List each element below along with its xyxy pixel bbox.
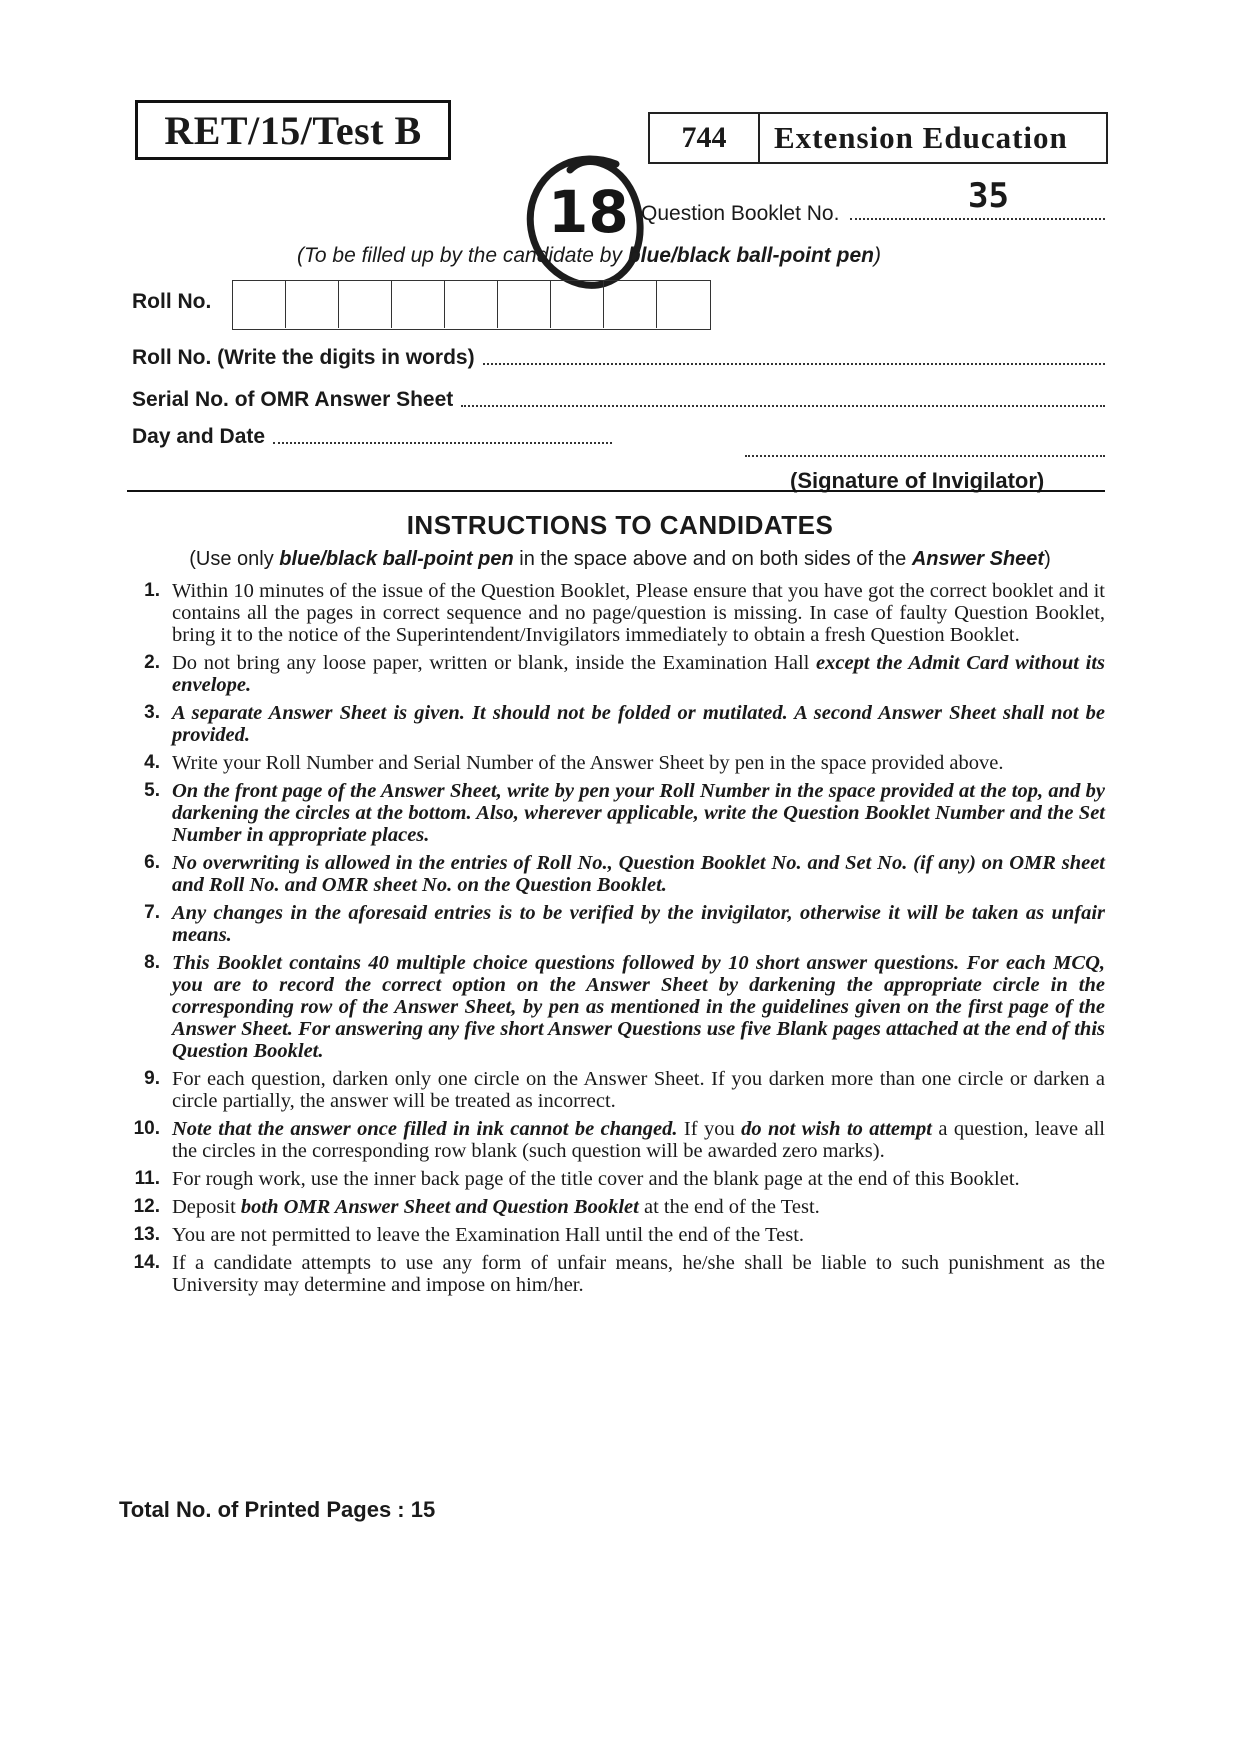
instruction-number: 14. <box>133 1252 160 1273</box>
instruction-number: 3. <box>144 702 160 723</box>
fill-note-pen: blue/black ball-point pen <box>627 244 874 267</box>
instruction-item <box>120 1224 1105 1246</box>
instruction-emphasis: do not wish to attempt <box>741 1118 932 1140</box>
roll-digit-box[interactable] <box>498 281 551 328</box>
instruction-number: 11. <box>134 1168 160 1189</box>
instruction-part: Write your Roll Number and Serial Number of the Answer Sheet by pen in the space provided above. <box>172 752 1004 774</box>
total-printed-pages: Total No. of Printed Pages : 15 <box>119 1497 436 1522</box>
instruction-item <box>120 852 1105 896</box>
roll-digit-box[interactable] <box>286 281 339 328</box>
instruction-emphasis: both OMR Answer Sheet and Question Booklet <box>240 1196 639 1218</box>
instruction-number: 1. <box>144 580 160 601</box>
instruction-text <box>172 1168 1105 1190</box>
instruction-item <box>120 780 1105 846</box>
day-date-line[interactable] <box>273 442 612 444</box>
instruction-item <box>120 702 1105 746</box>
instruction-part: Deposit <box>172 1196 241 1218</box>
instruction-number: 13. <box>133 1224 160 1245</box>
roll-digit-box[interactable] <box>657 281 710 328</box>
instruction-number: 10. <box>133 1118 160 1139</box>
fill-note-close: ) <box>873 244 881 267</box>
instruction-emphasis: Note that the answer once filled in ink cannot be changed. <box>172 1118 678 1140</box>
instruction-emphasis: except the Admit Card without its envelope. <box>172 652 1105 696</box>
instruction-part: If a candidate attempts to use any form of unfair means, he/she shall be liable to such punishment as the University may determine and impose on him/her. <box>172 1252 1105 1296</box>
instruction-item <box>120 902 1105 946</box>
fill-note-text: (To be filled up by the candidate by <box>297 244 628 267</box>
instructions-title: INSTRUCTIONS TO CANDIDATES <box>406 510 834 540</box>
signature-label: (Signature of Invigilator) <box>790 468 1045 493</box>
instruction-number: 12. <box>133 1196 160 1217</box>
instruction-item <box>120 652 1105 696</box>
instruction-text <box>172 1068 1105 1112</box>
instruction-number: 6. <box>144 852 160 873</box>
instruction-part: For each question, darken only one circle on the Answer Sheet. If you darken more than one circle or darken a circle partially, the answer will be treated as incorrect. <box>172 1068 1105 1112</box>
subtitle-pen: blue/black ball-point pen <box>279 548 514 570</box>
instruction-item <box>120 1168 1105 1190</box>
instruction-text <box>172 752 1105 774</box>
instruction-number: 4. <box>144 752 160 773</box>
instruction-number: 8. <box>144 952 160 973</box>
instruction-part: a question, leave all the circles in the corresponding row blank (such question will be awarded zero marks). <box>172 1118 1106 1162</box>
instruction-text <box>172 852 1105 896</box>
subject-code: 744 <box>650 114 760 162</box>
instruction-emphasis: Any changes in the aforesaid entries is to be verified by the invigilator, otherwise it will be taken as unfair means. <box>172 902 1105 946</box>
instructions-list <box>120 580 1105 1302</box>
booklet-number-value: 35 <box>968 176 1009 216</box>
instruction-part: You are not permitted to leave the Examination Hall until the end of the Test. <box>172 1224 805 1246</box>
instruction-part: Within 10 minutes of the issue of the Question Booklet, Please ensure that you have got the correct booklet and it contains all the pages in correct sequence and no page/question is missing. In case of faulty Question Booklet, bring it to the notice of the Superintendent/Invigilators immediately to obtain a fresh Question Booklet. <box>172 580 1105 646</box>
subtitle-part: (Use only <box>189 548 280 570</box>
roll-digit-box[interactable] <box>233 281 286 328</box>
instruction-emphasis: On the front page of the Answer Sheet, write by pen your Roll Number in the space provided at the top, and by darkening the circles at the bottom. Also, wherever applicable, write the Question Booklet Number and the Set Number in appropriate places. <box>172 780 1105 846</box>
instruction-emphasis: A separate Answer Sheet is given. It should not be folded or mutilated. A second Answer Sheet shall not be provided. <box>172 702 1105 746</box>
subtitle-part: in the space above and on both sides of the <box>513 548 912 570</box>
instruction-number: 5. <box>144 780 160 801</box>
signature-line[interactable] <box>745 455 1105 457</box>
subtitle-answer-sheet: Answer Sheet <box>911 548 1045 570</box>
instruction-part: Do not bring any loose paper, written or blank, inside the Examination Hall <box>172 652 817 674</box>
roll-words-row <box>132 346 1105 370</box>
booklet-number-line[interactable] <box>850 218 1105 220</box>
fill-note <box>297 244 881 268</box>
divider <box>127 490 1105 492</box>
instruction-text <box>172 1224 1105 1246</box>
instruction-number: 7. <box>144 902 160 923</box>
instruction-text <box>172 580 1105 646</box>
instruction-text <box>172 1196 1105 1218</box>
roll-digit-box[interactable] <box>392 281 445 328</box>
roll-number-label: Roll No. <box>132 290 212 313</box>
roll-words-line[interactable] <box>483 363 1105 365</box>
instruction-text <box>172 902 1105 946</box>
instruction-item <box>120 952 1105 1062</box>
instruction-item <box>120 752 1105 774</box>
roll-digit-box[interactable] <box>339 281 392 328</box>
roll-digit-box[interactable] <box>445 281 498 328</box>
instruction-item <box>120 580 1105 646</box>
omr-serial-line[interactable] <box>461 405 1105 407</box>
instruction-item <box>120 1118 1105 1162</box>
test-code: RET/15/Test B <box>135 100 451 160</box>
instruction-item <box>120 1196 1105 1218</box>
roll-digit-box[interactable] <box>551 281 604 328</box>
roll-digit-box[interactable] <box>604 281 657 328</box>
instruction-text <box>172 702 1105 746</box>
instruction-text <box>172 1252 1105 1296</box>
booklet-number-label: Question Booklet No. <box>641 202 840 225</box>
instruction-text <box>172 952 1105 1062</box>
instruction-number: 9. <box>144 1068 160 1089</box>
omr-serial-label: Serial No. of OMR Answer Sheet <box>132 388 454 411</box>
roll-number-boxes <box>232 280 711 330</box>
day-date-label: Day and Date <box>132 425 266 448</box>
subtitle-part: ) <box>1044 548 1051 570</box>
circled-number: 18 <box>548 178 629 246</box>
instruction-part: For rough work, use the inner back page of the title cover and the blank page at the end of this Booklet. <box>172 1168 1020 1190</box>
instruction-number: 2. <box>144 652 160 673</box>
day-date-row <box>132 425 612 449</box>
instruction-emphasis: No overwriting is allowed in the entries of Roll No., Question Booklet No. and Set No. (if any) on OMR sheet and Roll No. and OMR sheet No. on the Question Booklet. <box>172 852 1105 896</box>
instruction-item <box>120 1252 1105 1296</box>
instruction-emphasis: This Booklet contains 40 multiple choice questions followed by 10 short answer questions. For each MCQ, you are to record the correct option on the Answer Sheet by darkening the appropriate circle in the corresponding row of the Answer Sheet, by pen as mentioned in the guidelines given on the first page of the Answer Sheet. For answering any five short Answer Questions use five Blank pages attached at the end of this Question Booklet. <box>172 952 1105 1062</box>
instruction-part: at the end of the Test. <box>638 1196 820 1218</box>
roll-words-label: Roll No. (Write the digits in words) <box>132 346 475 369</box>
instruction-text <box>172 652 1105 696</box>
instruction-item <box>120 1068 1105 1112</box>
subject-box <box>648 112 1108 164</box>
omr-serial-row <box>132 388 1105 412</box>
instruction-text <box>172 780 1105 846</box>
instruction-text <box>172 1118 1105 1162</box>
instruction-part: If you <box>677 1118 742 1140</box>
subject-name: Extension Education <box>774 120 1068 155</box>
instructions-subtitle <box>0 548 1240 571</box>
